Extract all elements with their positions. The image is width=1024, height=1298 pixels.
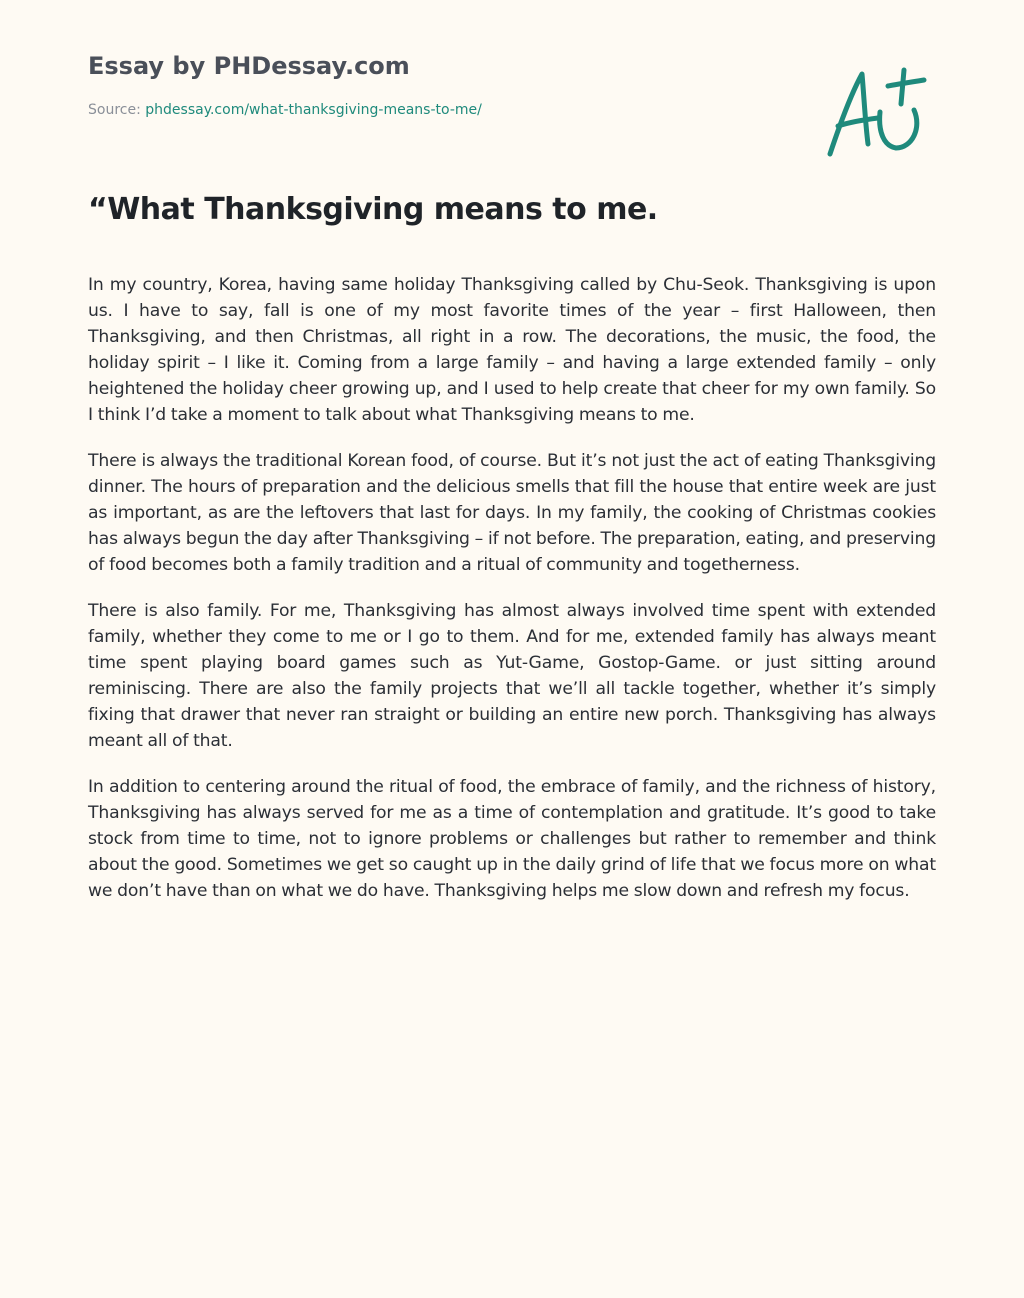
essay-paragraph: There is also family. For me, Thanksgiving has almost always involved time spent with extended family, whether they come to me or I go to them. And for me, extended family has always meant time spent playing board games such as Yut-Game, Gostop-Game. or just sitting around reminiscing. There are also the family projects that we’ll all tackle together, whether it’s simply fixing that drawer that never ran straight or building an entire new porch. Thanksgiving has always meant all of that. xyxy=(88,601,936,751)
source-line xyxy=(88,101,482,119)
site-title: Essay by PHDessay.com xyxy=(88,52,410,80)
essay-paragraph: In my country, Korea, having same holiday Thanksgiving called by Chu-Seok. Thanksgiving is upon us. I have to say, fall is one of my most favorite times of the year – first Halloween, then Thanksgiving, and then Christmas, all right in a row. The decorations, the music, the food, the holiday spirit – I like it. Coming from a large family – and having a large extended family – only heightened the holiday cheer growing up, and I used to help create that cheer for my own family. So I think I’d take a moment to talk about what Thanksgiving means to me. xyxy=(88,275,936,425)
essay-paragraph: There is always the traditional Korean food, of course. But it’s not just the act of eating Thanksgiving dinner. The hours of preparation and the delicious smells that fill the house that entire week are just as important, as are the leftovers that last for days. In my family, the cooking of Christmas cookies has always begun the day after Thanksgiving – if not before. The preparation, eating, and preserving of food becomes both a family tradition and a ritual of community and togetherness. xyxy=(88,451,936,575)
source-link[interactable]: phdessay.com/what-thanksgiving-means-to-me/ xyxy=(145,102,482,118)
essay-body xyxy=(88,272,936,924)
a-plus-grade-icon xyxy=(818,62,928,162)
essay-paragraph: In addition to centering around the ritual of food, the embrace of family, and the richness of history, Thanksgiving has always served for me as a time of contemplation and gratitude. It’s good to take stock from time to time, not to ignore problems or challenges but rather to remember and think about the good. Sometimes we get so caught up in the daily grind of life that we focus more on what we don’t have than on what we do have. Thanksgiving helps me slow down and refresh my focus. xyxy=(88,777,936,901)
essay-title: “What Thanksgiving means to me. xyxy=(88,192,658,227)
source-label: Source: xyxy=(88,102,141,118)
